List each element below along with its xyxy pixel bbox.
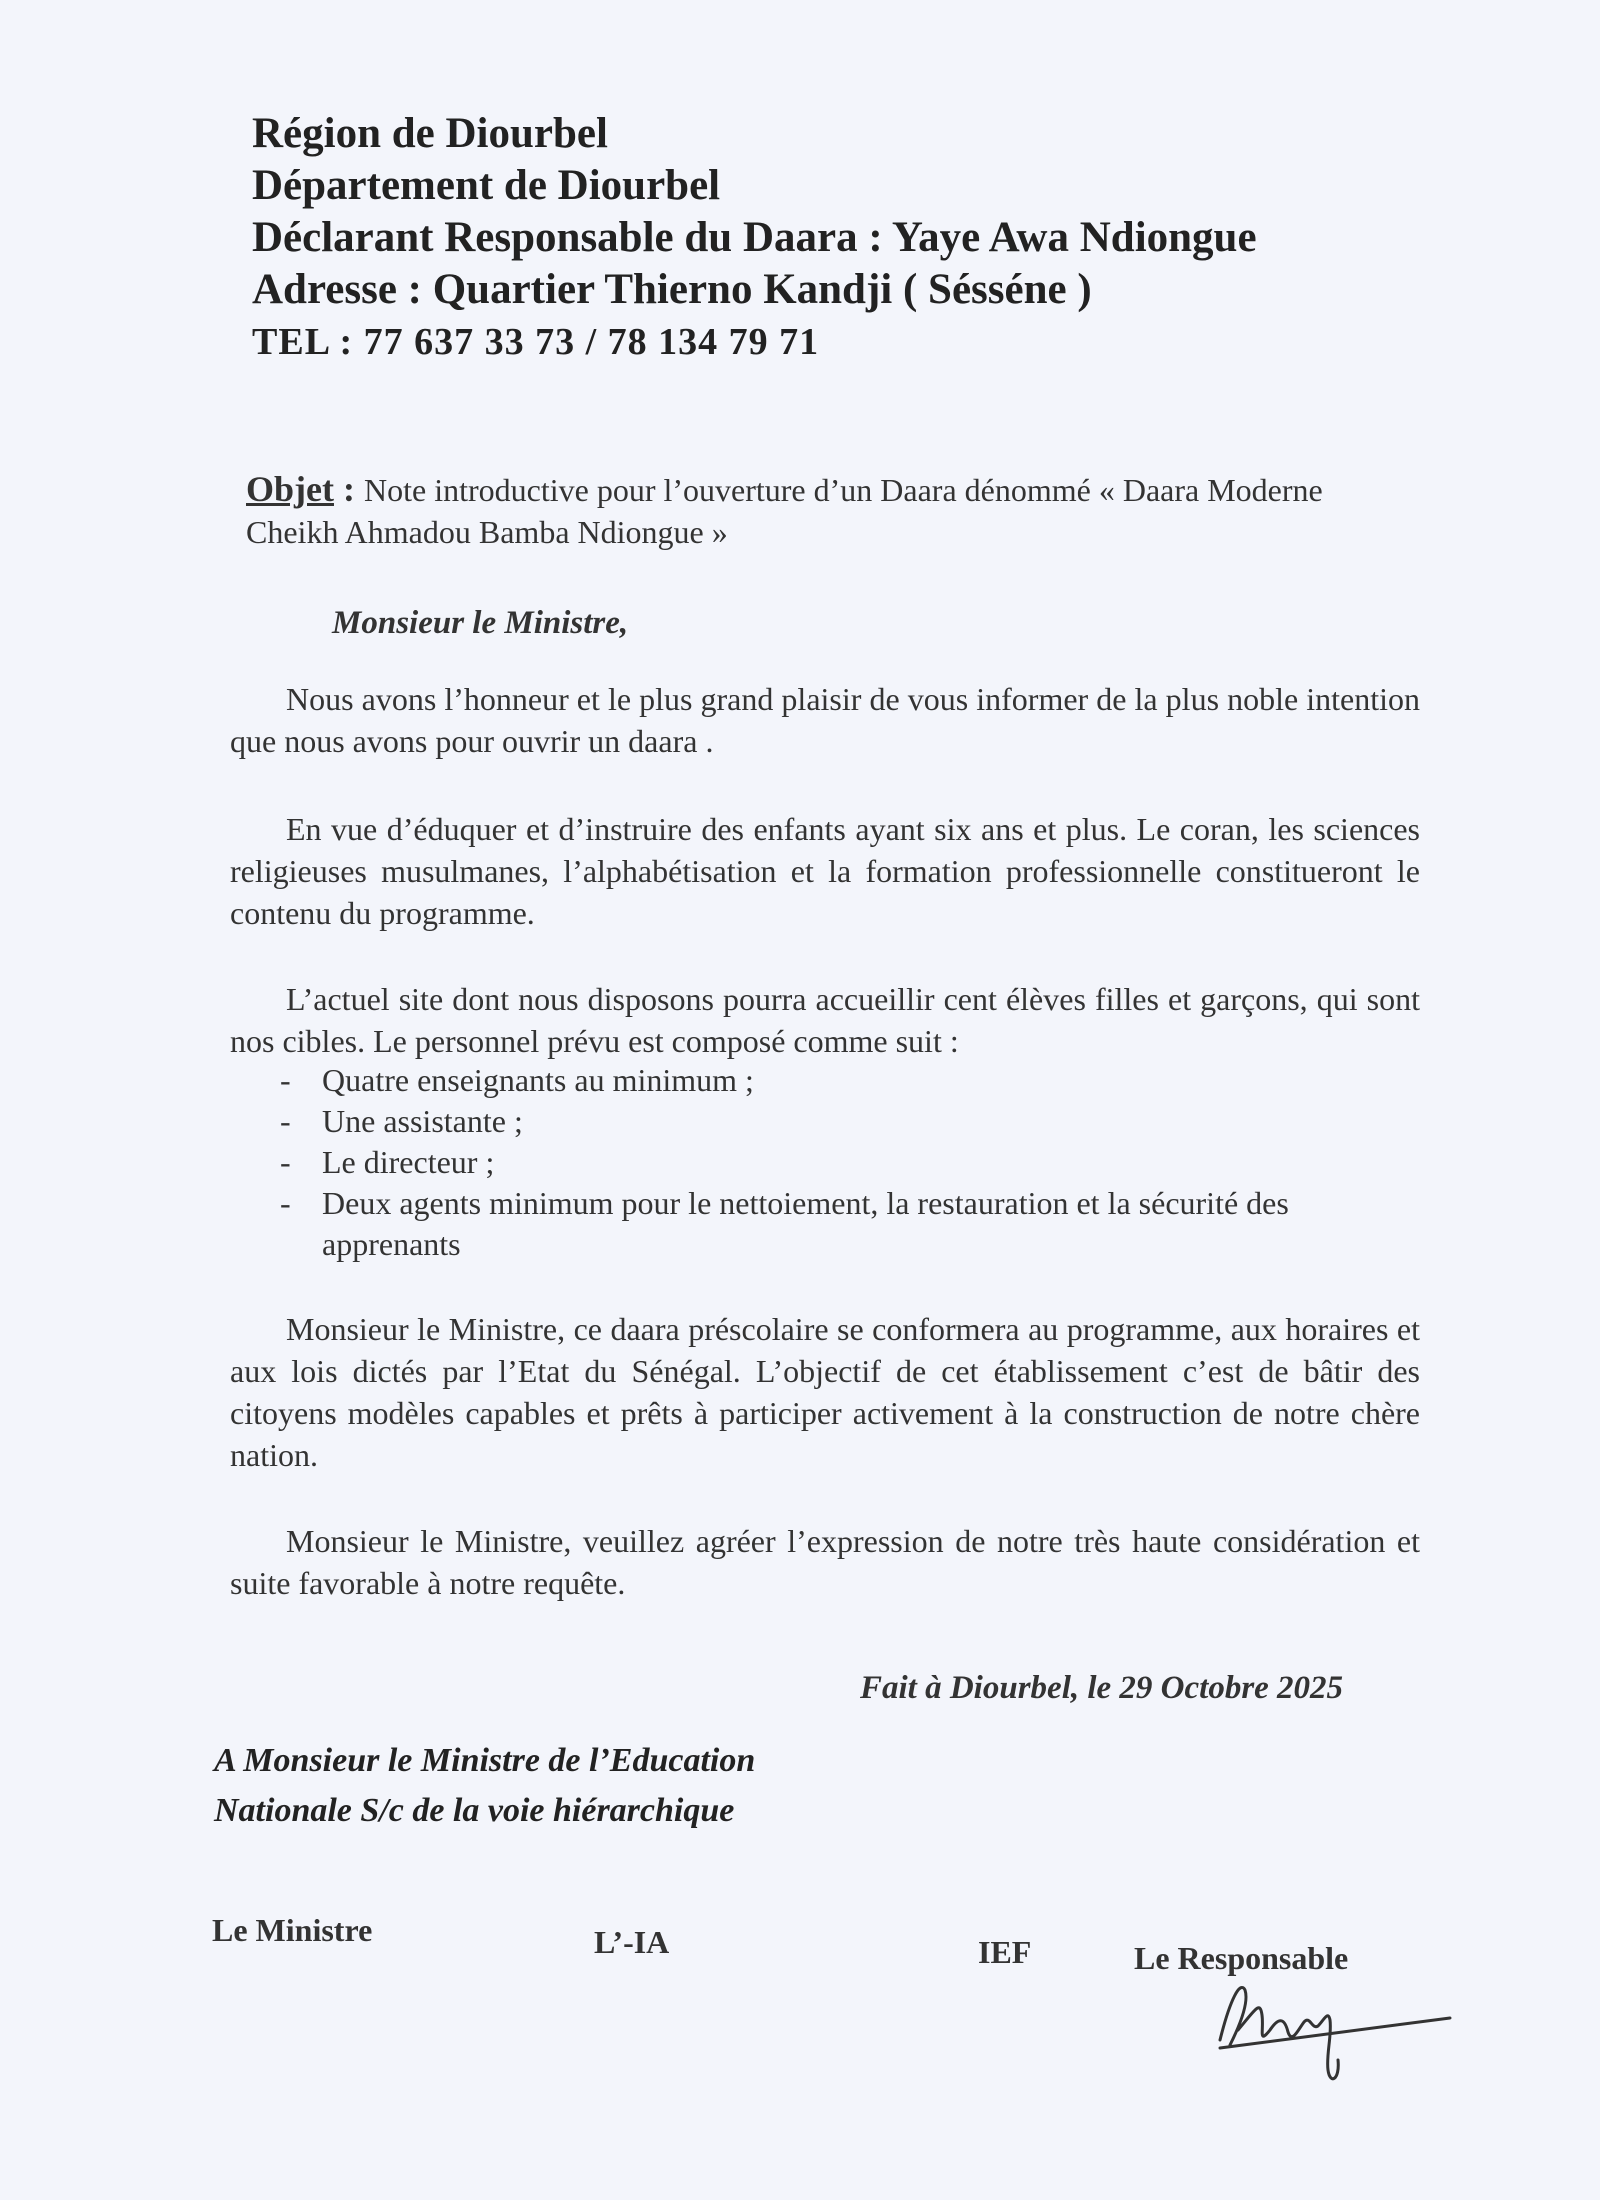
signature-label-ministre: Le Ministre [212, 1912, 373, 1948]
list-item: - Quatre enseignants au minimum ; [280, 1060, 1420, 1101]
list-item: - Deux agents minimum pour le nettoiement, la restauration et la sécurité des apprenants [280, 1183, 1420, 1265]
objet-text: Note introductive pour l’ouverture d’un Daara dénommé « Daara Moderne Cheikh Ahmadou Bamba Ndiongue » [246, 472, 1323, 550]
paragraph-1: Nous avons l’honneur et le plus grand plaisir de vous informer de la plus noble intention que nous avons pour ouvrir un daara . [230, 681, 1420, 759]
letter-header [252, 108, 1257, 368]
header-departement: Département de Diourbel [252, 162, 721, 209]
salutation: Monsieur le Ministre, [332, 605, 629, 641]
header-adresse: Adresse : Quartier Thierno Kandji ( Sésséne ) [252, 266, 1092, 313]
paragraph-4: Monsieur le Ministre, ce daara préscolaire se conformera au programme, aux horaires et aux lois dictés par l’Etat du Sénégal. L’objectif de cet établissement c’est de bâtir des citoyens modèles capables et prêts à participer activement à la construction de notre chère nation. [230, 1311, 1420, 1473]
paragraph-2: En vue d’éduquer et d’instruire des enfants ayant six ans et plus. Le coran, les sciences religieuses musulmanes, l’alphabétisation et la formation professionnelle constitueront le contenu du programme. [230, 811, 1420, 931]
signature-label-responsable: Le Responsable [1134, 1940, 1349, 1976]
header-tel: TEL : 77 637 33 73 / 78 134 79 71 [252, 321, 820, 363]
header-declarant: Déclarant Responsable du Daara : Yaye Awa Ndiongue [252, 214, 1257, 261]
list-item: - Le directeur ; [280, 1142, 1420, 1183]
objet-line [246, 468, 1346, 553]
date-place: Fait à Diourbel, le 29 Octobre 2025 [860, 1670, 1344, 1706]
signature-label-ief: IEF [978, 1934, 1032, 1970]
handwritten-signature [1200, 1960, 1460, 2100]
recipient-line-1: A Monsieur le Ministre de l’Education [214, 1742, 756, 1779]
recipient-line-2: Nationale S/c de la voie hiérarchique [214, 1792, 735, 1829]
header-region: Région de Diourbel [252, 110, 608, 157]
personnel-list [280, 1060, 1420, 1265]
paragraph-5: Monsieur le Ministre, veuillez agréer l’expression de notre très haute considération et suite favorable à notre requête. [230, 1523, 1420, 1601]
objet-label: Objet : [246, 469, 364, 509]
recipient-block [214, 1736, 755, 1836]
list-item: - Une assistante ; [280, 1101, 1420, 1142]
paragraph-3: L’actuel site dont nous disposons pourra accueillir cent élèves filles et garçons, qui sont nos cibles. Le personnel prévu est composé comme suit : [230, 981, 1420, 1059]
signature-label-ia: L’-IA [594, 1924, 670, 1960]
